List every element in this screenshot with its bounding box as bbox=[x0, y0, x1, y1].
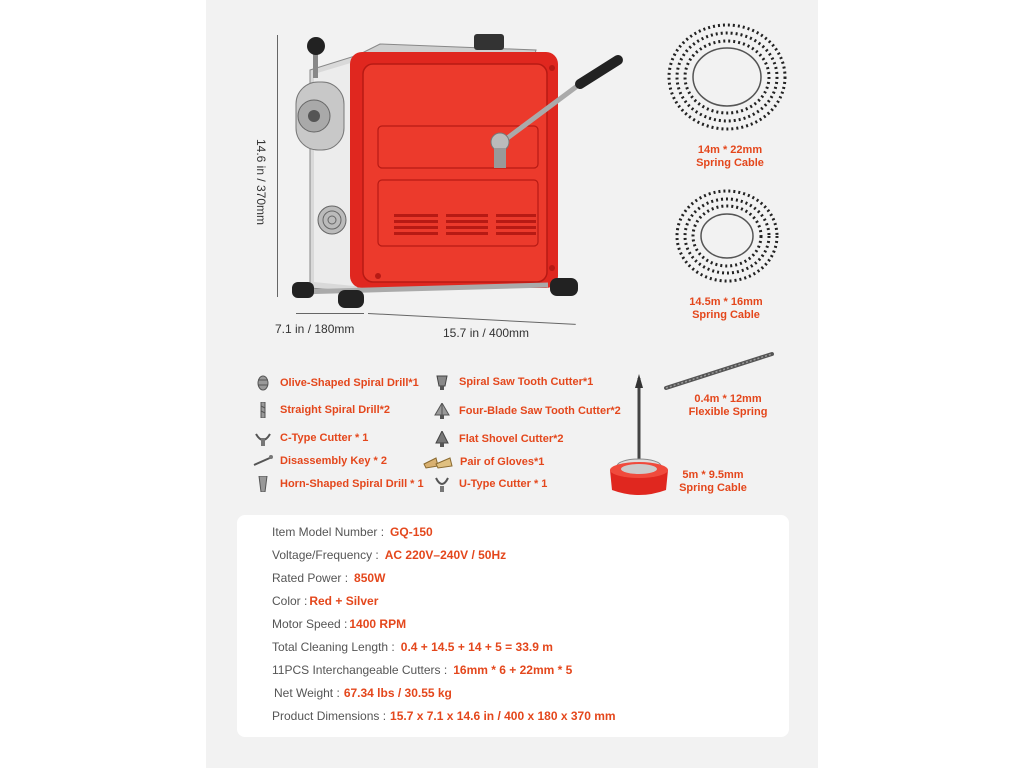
key-icon bbox=[252, 453, 274, 469]
spring-cable-22mm-image bbox=[664, 18, 790, 136]
accessory-item bbox=[252, 453, 387, 469]
spec-value: 16mm * 6 + 22mm * 5 bbox=[453, 663, 573, 677]
spec-value: 15.7 x 7.1 x 14.6 in / 400 x 180 x 370 mm bbox=[390, 709, 616, 723]
cable-caption-2-line2: Spring Cable bbox=[692, 309, 760, 321]
accessory-label: Straight Spiral Drill*2 bbox=[280, 404, 391, 416]
accessory-item bbox=[431, 476, 547, 492]
spec-row bbox=[272, 571, 385, 585]
accessory-label: Olive-Shaped Spiral Drill*1 bbox=[280, 377, 419, 389]
width-dimension-label: 15.7 in / 400mm bbox=[443, 326, 530, 340]
accessory-item bbox=[252, 375, 419, 391]
accessory-item bbox=[252, 476, 424, 492]
height-dimension-line bbox=[277, 35, 278, 297]
spec-value: 1400 RPM bbox=[349, 617, 407, 631]
spec-row bbox=[272, 663, 572, 677]
spec-row bbox=[272, 594, 378, 608]
spec-row bbox=[272, 640, 553, 654]
accessory-label: Disassembly Key * 2 bbox=[280, 455, 388, 467]
cable-caption-3 bbox=[666, 393, 790, 419]
accessory-label: Flat Shovel Cutter*2 bbox=[459, 433, 564, 445]
accessory-label: U-Type Cutter * 1 bbox=[459, 478, 548, 490]
accessory-label: Spiral Saw Tooth Cutter*1 bbox=[459, 376, 594, 388]
spec-label: Product Dimensions : bbox=[272, 709, 387, 723]
height-dimension-label: 14.6 in / 370mm bbox=[254, 138, 268, 226]
small-spring-cable-reel-image bbox=[604, 372, 674, 500]
accessory-label: Pair of Gloves*1 bbox=[460, 456, 545, 468]
flexible-spring-image bbox=[660, 346, 780, 396]
cable-caption-1-line1: 14m * 22mm bbox=[697, 144, 763, 156]
accessory-label: C-Type Cutter * 1 bbox=[280, 432, 369, 444]
spec-value: 67.34 lbs / 30.55 kg bbox=[343, 686, 452, 700]
spec-value: Red + Silver bbox=[309, 594, 379, 608]
shovel-icon bbox=[431, 431, 453, 447]
accessory-label: Horn-Shaped Spiral Drill * 1 bbox=[280, 478, 424, 490]
cable-caption-3-line1: 0.4m * 12mm bbox=[694, 393, 762, 405]
accessory-item bbox=[422, 454, 544, 470]
cable-caption-4 bbox=[672, 469, 754, 495]
spec-value: AC 220V–240V / 50Hz bbox=[384, 548, 507, 562]
spec-value: GQ-150 bbox=[390, 525, 433, 539]
depth-dimension-label: 7.1 in / 180mm bbox=[275, 322, 355, 336]
spec-label: Item Model Number : bbox=[272, 525, 385, 539]
straight-drill-icon bbox=[252, 402, 274, 418]
cable-caption-4-line1: 5m * 9.5mm bbox=[682, 469, 744, 481]
cable-caption-2 bbox=[664, 296, 788, 322]
cable-caption-1-line2: Spring Cable bbox=[696, 157, 764, 169]
spec-label: Rated Power : bbox=[272, 571, 349, 585]
saw-cutter-icon bbox=[431, 374, 453, 390]
spec-row bbox=[274, 686, 452, 700]
spec-row bbox=[272, 548, 506, 562]
c-cutter-icon bbox=[252, 430, 274, 446]
spec-label: Total Cleaning Length : bbox=[272, 640, 395, 654]
accessory-item bbox=[252, 402, 390, 418]
accessory-item bbox=[431, 403, 621, 419]
cable-caption-2-line1: 14.5m * 16mm bbox=[689, 296, 763, 308]
specifications-card bbox=[237, 515, 789, 737]
accessory-label: Four-Blade Saw Tooth Cutter*2 bbox=[459, 405, 621, 417]
accessory-item bbox=[431, 431, 564, 447]
spec-label: Color : bbox=[272, 594, 308, 608]
cable-caption-3-line2: Flexible Spring bbox=[688, 406, 768, 418]
olive-drill-icon bbox=[252, 375, 274, 391]
horn-drill-icon bbox=[252, 476, 274, 492]
spec-value: 850W bbox=[354, 571, 386, 585]
accessory-item bbox=[431, 374, 593, 390]
drain-cleaner-machine-image bbox=[288, 30, 628, 315]
spec-row bbox=[272, 709, 616, 723]
spec-row bbox=[272, 525, 433, 539]
spec-label: Voltage/Frequency : bbox=[272, 548, 379, 562]
u-cutter-icon bbox=[431, 476, 453, 492]
spring-cable-16mm-image bbox=[672, 186, 782, 286]
spec-label: Net Weight : bbox=[274, 686, 340, 700]
accessory-item bbox=[252, 430, 368, 446]
four-blade-icon bbox=[431, 403, 453, 419]
gloves-icon bbox=[422, 454, 454, 470]
spec-row bbox=[272, 617, 406, 631]
spec-value: 0.4 + 14.5 + 14 + 5 = 33.9 m bbox=[400, 640, 553, 654]
cable-caption-1 bbox=[668, 144, 792, 170]
cable-caption-4-line2: Spring Cable bbox=[679, 482, 747, 494]
spec-label: Motor Speed : bbox=[272, 617, 348, 631]
spec-label: 11PCS Interchangeable Cutters : bbox=[272, 663, 448, 677]
